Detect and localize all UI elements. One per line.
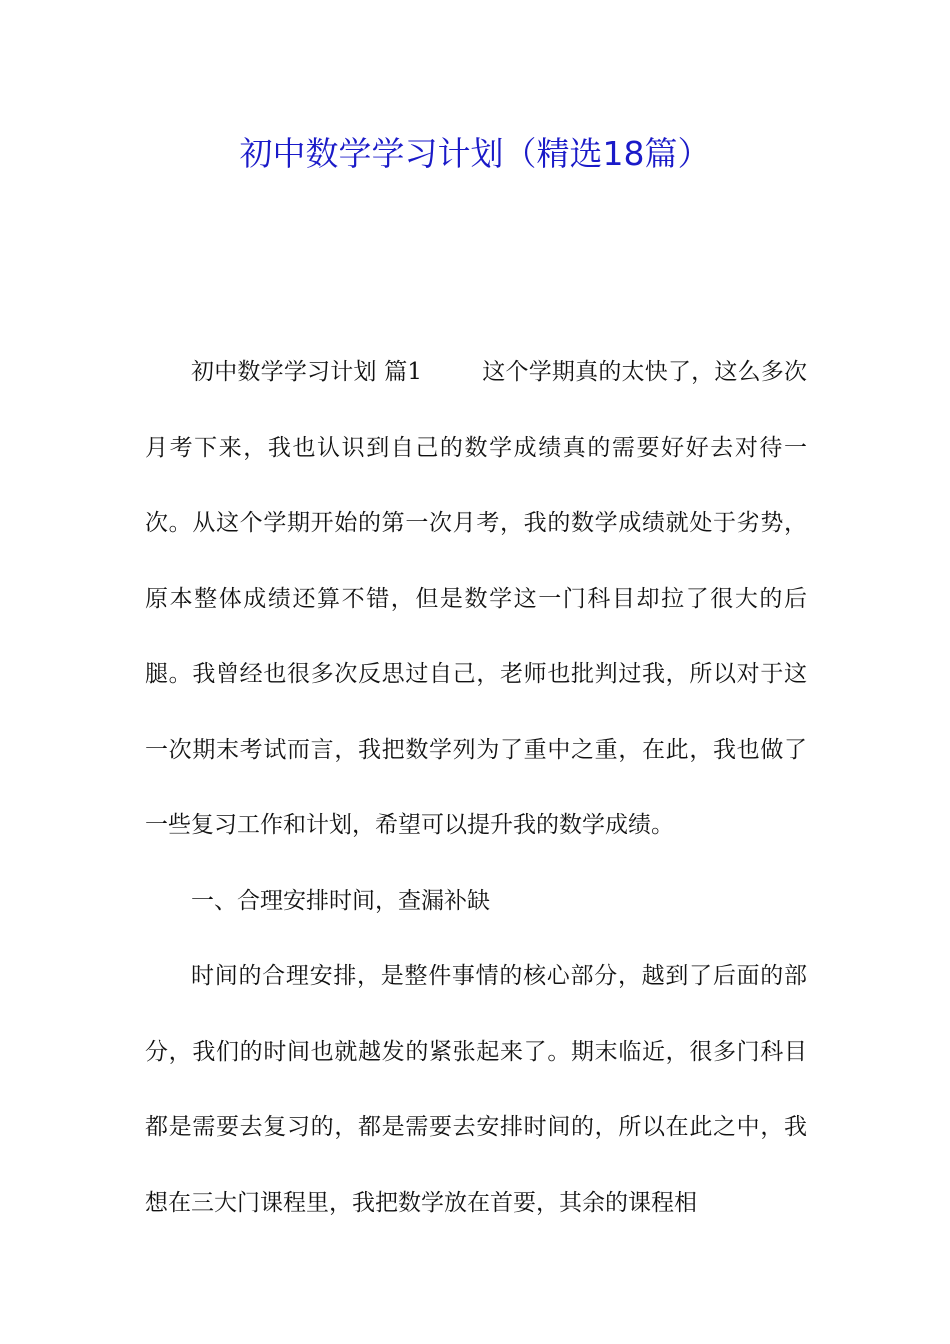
paragraph-time-management: 时间的合理安排，是整件事情的核心部分，越到了后面的部分，我们的时间也就越发的紧张起来了。期末临近，很多门科目都是需要去复习的，都是需要去安排时间的，所以在此之中，我想在三大门课程里，我把数学放在首要，其余的课程相 bbox=[145, 963, 807, 1216]
subheading-time-management: 一、合理安排时间，查漏补缺 bbox=[191, 887, 490, 914]
section-heading: 初中数学学习计划 篇1 bbox=[191, 359, 423, 385]
paragraph-intro bbox=[145, 335, 807, 864]
document-body bbox=[145, 335, 807, 1241]
document-title: 初中数学学习计划（精选18篇） bbox=[239, 134, 711, 173]
paragraph-text: 这个学期真的太快了，这么多次月考下来，我也认识到自己的数学成绩真的需要好好去对待一次。从这个学期开始的第一次月考，我的数学成绩就处于劣势，原本整体成绩还算不错，但是数学这一门科目却拉了很大的后腿。我曾经也很多次反思过自己，老师也批判过我，所以对于这一次期末考试而言，我把数学列为了重中之重，在此，我也做了一些复习工作和计划，希望可以提升我的数学成绩。 bbox=[145, 359, 808, 838]
